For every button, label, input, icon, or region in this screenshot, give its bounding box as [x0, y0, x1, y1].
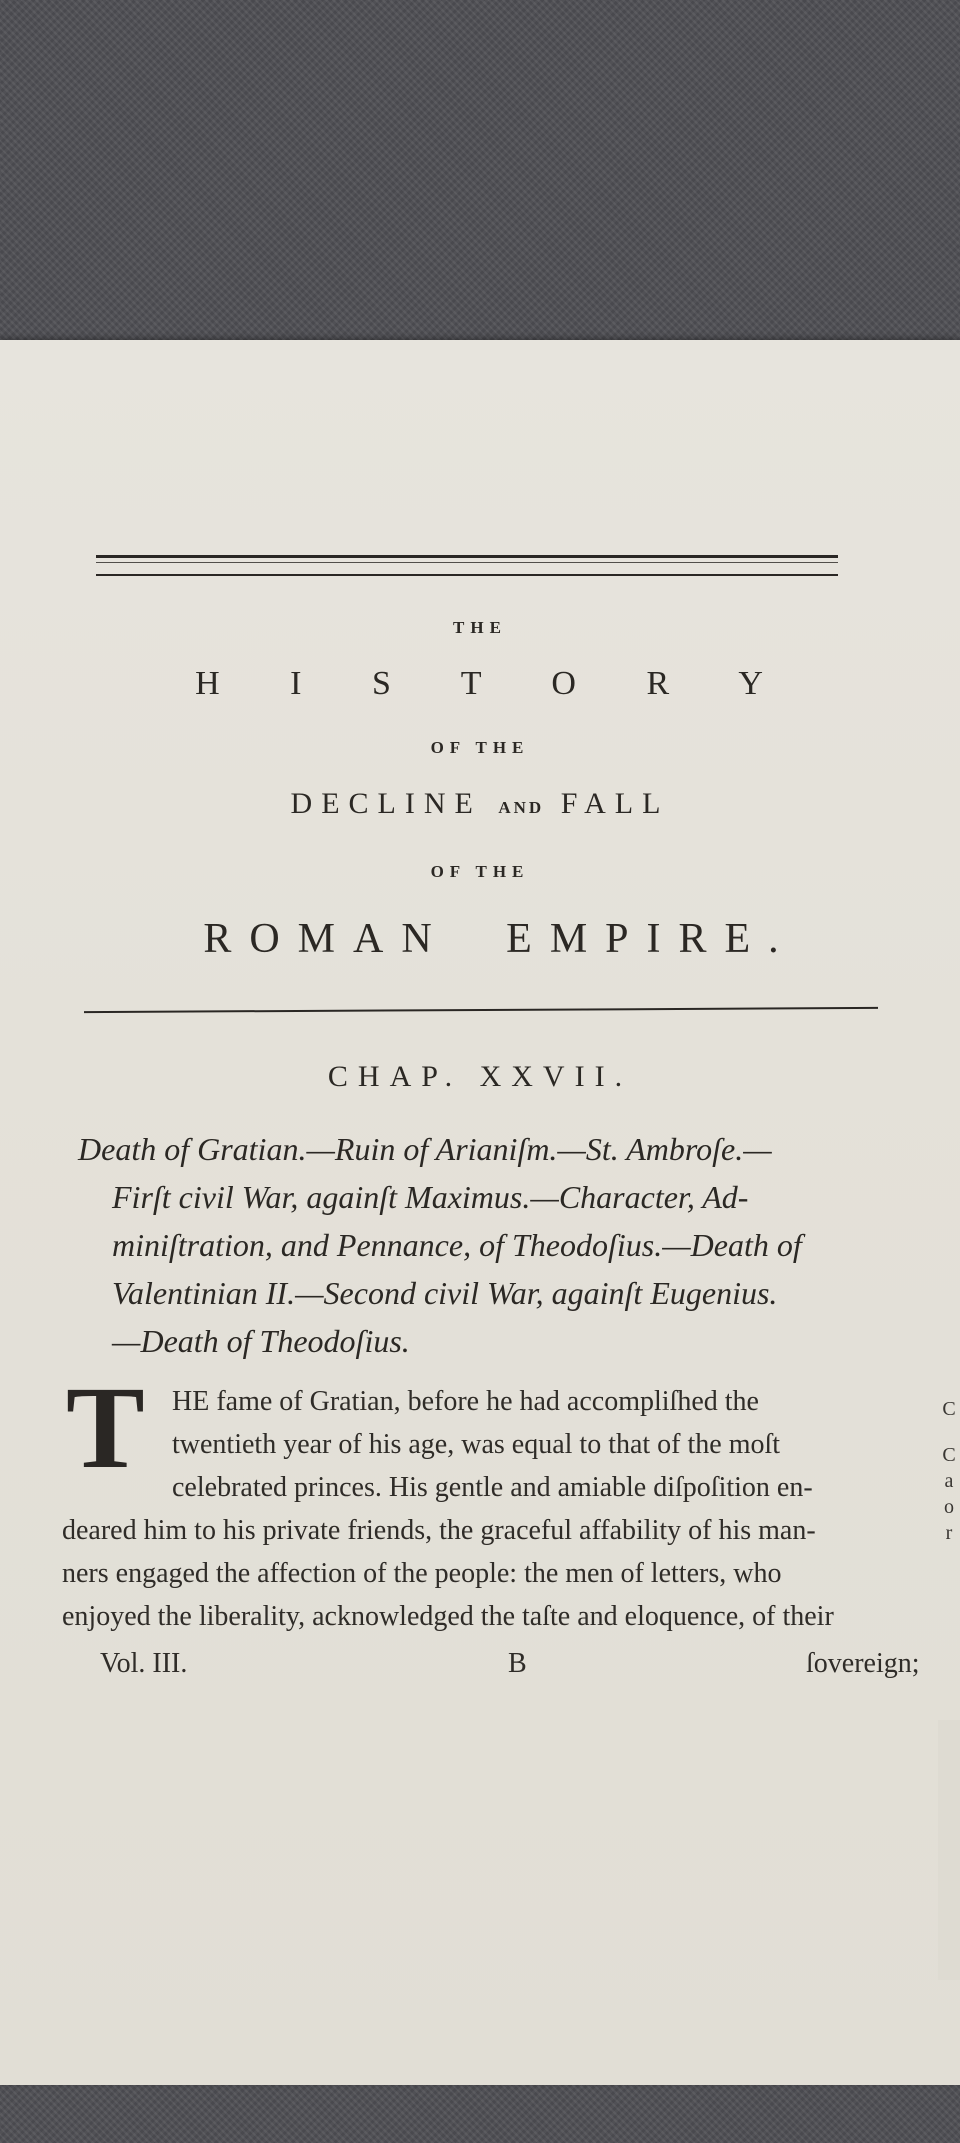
chapter-summary: [78, 1125, 918, 1365]
summary-line: —Death of Theodoſius.: [112, 1323, 410, 1359]
title-of-the-2: OF THE: [430, 862, 530, 881]
bleed-letter: a: [944, 1470, 954, 1492]
title-history: H I S T O R Y: [195, 665, 765, 702]
body-line: deared him to his private friends, the graceful affability of his man-: [62, 1515, 816, 1546]
bleed-letter: r: [945, 1522, 953, 1544]
top-rule-thin: [96, 562, 838, 563]
chapter-title: CHAP. XXVII.: [327, 1060, 633, 1093]
footer-signature: B: [508, 1648, 527, 1679]
title-and: AND: [498, 798, 545, 817]
bleed-letter: C: [942, 1444, 956, 1466]
body-line: HE fame of Gratian, before he had accompliſhed the: [172, 1386, 759, 1417]
summary-line: Firſt civil War, againſt Maximus.—Character, Ad-: [112, 1179, 749, 1215]
footer-volume: Vol. III.: [100, 1648, 188, 1679]
summary-line: Death of Gratian.—Ruin of Arianiſm.—St. Ambroſe.—: [78, 1131, 772, 1167]
title-of-the-1: OF THE: [430, 738, 530, 757]
body-line: twentieth year of his age, was equal to that of the moſt: [172, 1429, 781, 1460]
body-line: enjoyed the liberality, acknowledged the taſte and eloquence, of their: [62, 1601, 834, 1632]
footer-catchword: ſovereign;: [806, 1648, 920, 1679]
title-decline: DECLINE: [290, 787, 482, 820]
top-rule-thick: [96, 555, 838, 558]
title-fall: FALL: [560, 787, 670, 820]
body-line: ners engaged the affection of the people: the men of letters, who: [62, 1558, 782, 1589]
bleed-letter: C: [942, 1398, 956, 1420]
next-page-bleed: [940, 1396, 958, 1546]
summary-line: miniſtration, and Pennance, of Theodoſius.—Death of: [112, 1227, 802, 1263]
body-line: celebrated princes. His gentle and amiable diſpoſition en-: [172, 1472, 813, 1503]
next-page-edge: [938, 1720, 960, 1980]
drop-cap: T: [66, 1362, 145, 1493]
body-paragraph: [62, 1380, 942, 1638]
title-the: THE: [453, 618, 507, 637]
title-roman-empire: ROMAN EMPIRE.: [203, 916, 797, 962]
top-rule-thin-2: [96, 574, 838, 576]
bleed-letter: o: [944, 1496, 954, 1518]
title-decline-and-fall: [0, 787, 960, 821]
summary-line: Valentinian II.—Second civil War, againſt Eugenius.: [112, 1275, 778, 1311]
